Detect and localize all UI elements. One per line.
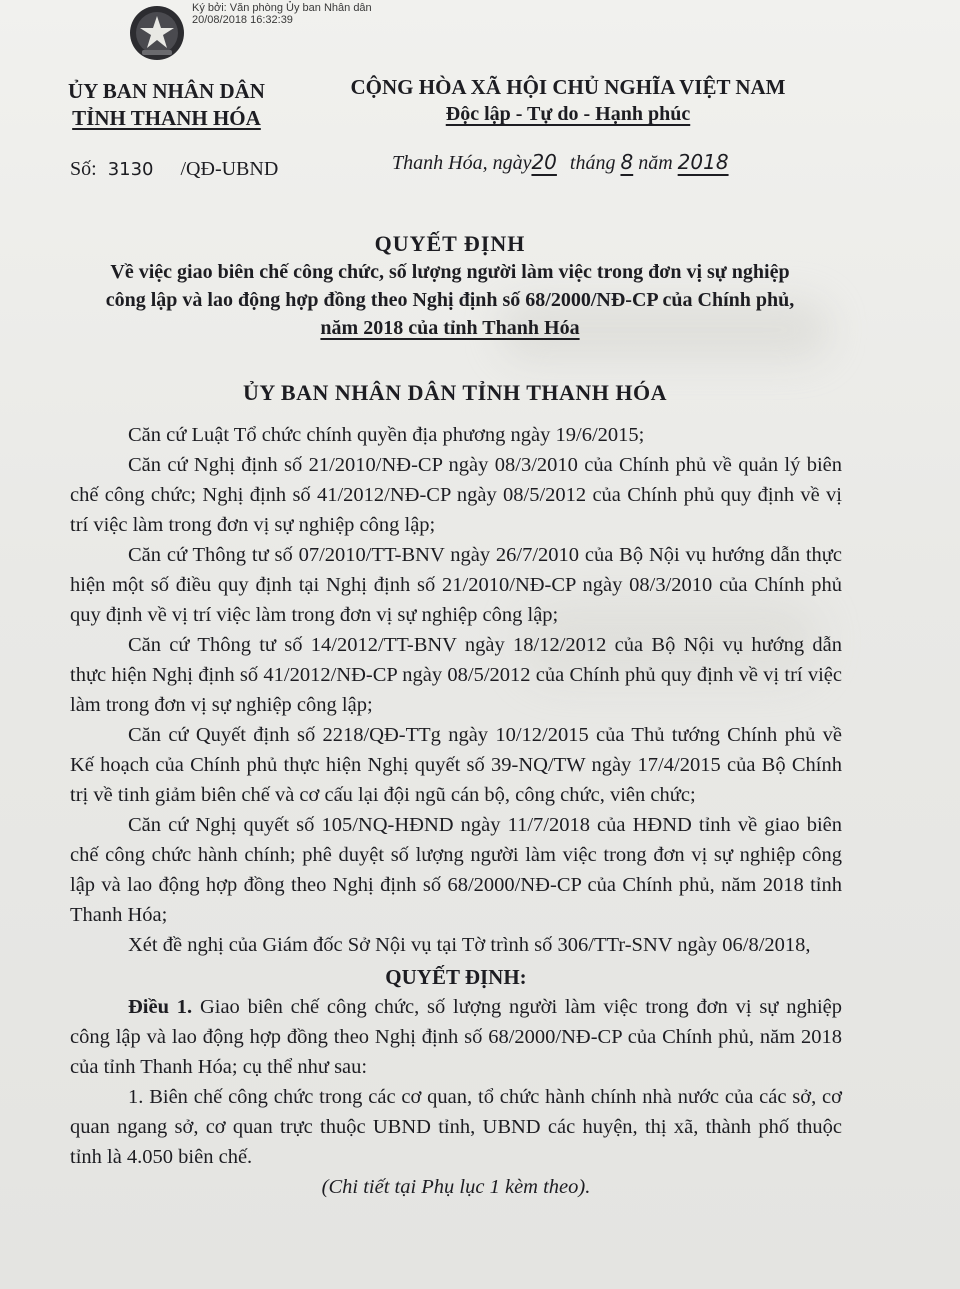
date-day: 20 xyxy=(531,150,557,174)
title-line-3: năm 2018 của tỉnh Thanh Hóa xyxy=(320,317,580,339)
issuing-organization xyxy=(68,78,265,132)
title-line-1: Về việc giao biên chế công chức, số lượng người làm việc trong đơn vị sự nghiệp xyxy=(110,261,790,283)
ground-paragraph: Xét đề nghị của Giám đốc Sở Nội vụ tại Tờ trình số 306/TTr-SNV ngày 06/8/2018, xyxy=(128,934,811,956)
number-value: 3130 xyxy=(107,159,154,180)
article-1-item-1: 1. Biên chế công chức trong các cơ quan, tổ chức hành chính nhà nước của các sở, cơ quan ngang sở, cơ quan trực thuộc UBND tỉnh, UBND các huyện, thị xã, thành phố thuộc tỉnh là 4.050 biên chế. xyxy=(70,1086,842,1168)
appendix-note: (Chi tiết tại Phụ lục 1 kèm theo). xyxy=(321,1176,591,1198)
number-label: Số: xyxy=(70,158,97,180)
ground-paragraph: Căn cứ Thông tư số 07/2010/TT-BNV ngày 26/7/2010 của Bộ Nội vụ hướng dẫn thực hiện một số điều quy định tại Nghị định số 21/2010/NĐ-CP ngày 08/3/2010 của Chính phủ quy định về vị trí việc làm trong đơn vị sự nghiệp công lập; xyxy=(70,544,842,626)
document-title xyxy=(60,230,840,342)
signature-signer: Ký bởi: Văn phòng Ủy ban Nhân dân xyxy=(192,2,372,14)
article-1 xyxy=(70,992,842,1082)
date-month: 8 xyxy=(620,150,634,174)
ground-paragraph: Căn cứ Thông tư số 14/2012/TT-BNV ngày 18/12/2012 của Bộ Nội vụ hướng dẫn thực hiện Nghị định số 41/2012/NĐ-CP ngày 08/5/2012 của Chính phủ quy định về vị trí việc làm trong đơn vị sự nghiệp công lập; xyxy=(70,634,842,716)
article-1-label: Điều 1. xyxy=(128,996,193,1018)
title-heading: QUYẾT ĐỊNH xyxy=(374,231,526,256)
ground-paragraph: Căn cứ Quyết định số 2218/QĐ-TTg ngày 10/12/2015 của Thủ tướng Chính phủ về Kế hoạch của Chính phủ thực hiện Nghị quyết số 39-NQ/TW ngày 17/4/2015 của Bộ Chính trị về tinh giảm biên chế và cơ cấu lại đội ngũ cán bộ, công chức, viên chức; xyxy=(70,724,842,806)
decision-heading: QUYẾT ĐỊNH: xyxy=(385,965,527,989)
title-line-2: công lập và lao động hợp đồng theo Nghị định số 68/2000/NĐ-CP của Chính phủ, xyxy=(105,289,795,311)
digital-signature xyxy=(192,2,372,26)
place-and-date xyxy=(392,150,729,175)
org-line-1: ỦY BAN NHÂN DÂN xyxy=(68,79,265,103)
month-label: tháng xyxy=(569,152,616,174)
org-line-2: TỈNH THANH HÓA xyxy=(72,106,261,130)
national-header xyxy=(338,74,798,128)
document-number xyxy=(70,158,278,181)
document-body xyxy=(70,420,842,1202)
date-year: 2018 xyxy=(677,150,729,174)
article-1-text: Giao biên chế công chức, số lượng người làm việc trong đơn vị sự nghiệp công lập và lao động hợp đồng theo Nghị định số 68/2000/NĐ-CP của Chính phủ, năm 2018 của tỉnh Thanh Hóa; cụ thể như sau: xyxy=(70,996,842,1078)
national-motto: Độc lập - Tự do - Hạnh phúc xyxy=(445,103,691,125)
number-suffix: /QĐ-UBND xyxy=(180,158,279,180)
ground-paragraph: Căn cứ Nghị định số 21/2010/NĐ-CP ngày 08/3/2010 của Chính phủ về quản lý biên chế công chức; Nghị định số 41/2012/NĐ-CP ngày 08/5/2012 của Chính phủ quy định về vị trí việc làm trong đơn vị sự nghiệp công lập; xyxy=(70,454,842,536)
signature-timestamp: 20/08/2018 16:32:39 xyxy=(192,14,293,26)
nation-name: CỘNG HÒA XÃ HỘI CHỦ NGHĨA VIỆT NAM xyxy=(350,75,786,99)
ground-paragraph: Căn cứ Nghị quyết số 105/NQ-HĐND ngày 11/7/2018 của HĐND tỉnh về giao biên chế công chức hành chính; phê duyệt số lượng người làm việc trong đơn vị sự nghiệp công lập và lao động hợp đồng theo Nghị định số 68/2000/NĐ-CP của Chính phủ, năm 2018 tỉnh Thanh Hóa; xyxy=(70,814,842,926)
place-prefix: Thanh Hóa, ngày xyxy=(392,152,532,174)
ground-paragraph: Căn cứ Luật Tổ chức chính quyền địa phương ngày 19/6/2015; xyxy=(128,424,645,446)
issuer-heading: ỦY BAN NHÂN DÂN TỈNH THANH HÓA xyxy=(242,380,668,405)
year-label: năm xyxy=(638,152,673,174)
national-emblem-icon xyxy=(128,4,186,62)
